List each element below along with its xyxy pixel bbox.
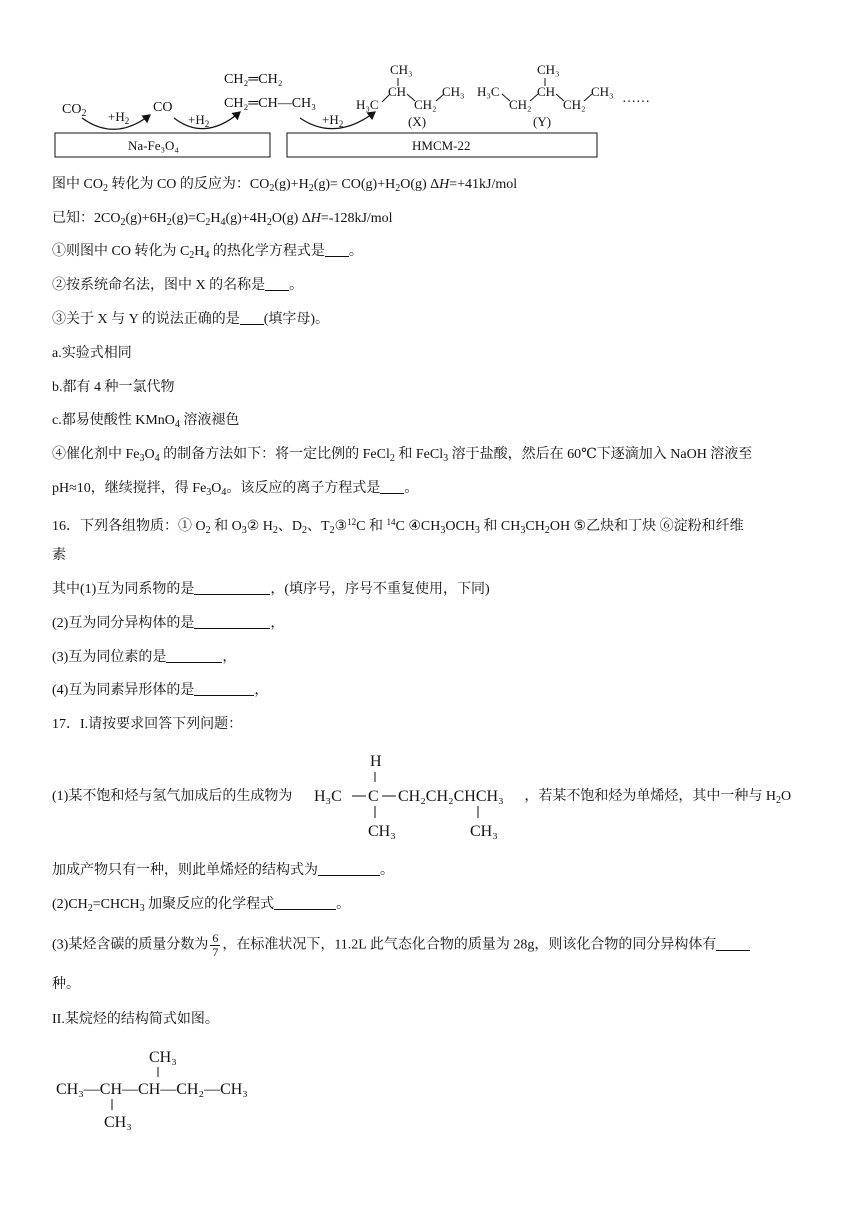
question-2: ②按系统命名法，图中 X 的名称是 。 [52, 278, 304, 293]
struct1-c: C [368, 788, 379, 805]
co-label: CO [153, 100, 173, 115]
question-4-cont: pH≈10，继续搅拌，得 $Fe_3O_4$。该反应的离子方程式是 。 [52, 481, 419, 498]
p17-q3-cont: 种。 [52, 977, 80, 992]
reaction-diagram [0, 0, 860, 170]
answer-blank[interactable] [194, 682, 254, 696]
answer-blank[interactable] [194, 581, 270, 595]
line-known-reaction: 已知：$2CO_2(g)+6H_2(g)=C_2H_4(g)+4H_2O(g)$ ΔH=-128kJ/mol [52, 211, 393, 228]
x-ch3-right: CH₃ [442, 84, 465, 99]
p17-q3: (3)某烃含碳的质量分数为 $\frac{6}{7}$ ，在标准状况下，11.2L 此气态化合物的质量为 28g，则该化合物的同分异构体有 [52, 932, 750, 959]
answer-blank[interactable] [240, 311, 264, 325]
y-ch: CH [537, 84, 556, 99]
p17-q1-cont: 加成产物只有一种，则此单烯烃的结构式为 。 [52, 863, 394, 878]
struct2-ch3-bottom: CH₃ [104, 1114, 132, 1131]
problem-16-cont: 素 [52, 548, 66, 563]
y-ch2-a: CH₂ [509, 97, 532, 112]
answer-blank[interactable] [265, 277, 289, 291]
answer-blank[interactable] [318, 862, 380, 876]
question-3: ③关于 X 与 Y 的说法正确的是 (填字母)。 [52, 312, 330, 327]
p16-q4: (4)互为同素异形体的是 ， [52, 683, 269, 698]
struct1-chain: CH₂CH₂CHCH₃ [398, 788, 504, 805]
fraction: $\frac{6}{7}$ [212, 931, 219, 959]
diagram-ellipsis: …… [622, 91, 650, 106]
problem-17-heading: 17．I.请按要求回答下列问题： [52, 717, 243, 732]
answer-blank[interactable] [325, 243, 349, 257]
x-ch: CH [388, 84, 407, 99]
product-structure [310, 748, 550, 844]
propylene-formula: CH₂═CH—CH₃ [224, 96, 317, 111]
p17-part-II: II.某烷烃的结构简式如图。 [52, 1012, 219, 1027]
option-b: b.都有 4 种一氯代物 [52, 380, 175, 395]
alkane-structure [52, 1042, 312, 1138]
x-h3c: H₃C [356, 97, 379, 112]
answer-blank[interactable] [716, 937, 750, 951]
question-4: ④催化剂中 $Fe_3O_4$ 的制备方法如下：将一定比例的 FeCl$_2$ 和 FeCl$_3$ 溶于盐酸，然后在 60℃下逐滴加入 NaOH 溶液至 [52, 447, 753, 464]
struct1-ch3-b: CH₃ [470, 823, 498, 840]
co2-label: $CO_2$ [62, 102, 87, 119]
p16-q1: 其中(1)互为同系物的是 ，(填序号，序号不重复使用，下同) [52, 582, 490, 597]
struct1-h3c: H₃C [314, 788, 342, 805]
p16-q2: (2)互为同分异构体的是 ， [52, 616, 285, 631]
p17-q1: (1)某不饱和烃与氢气加成后的生成物为 ，若某不饱和烃为单烯烃，其中一种与 $H_2O$ [52, 789, 792, 806]
struct1-h-top: H [370, 753, 382, 770]
struct2-ch3-top: CH₃ [149, 1049, 177, 1066]
y-ch3-right: CH₃ [591, 84, 614, 99]
line-co2-to-co: 图中 $CO_2$ 转化为 CO 的反应为：$CO_2(g)+H_2(g)= CO(g)+H_2O(g)$ ΔH=+41kJ/mol [52, 177, 518, 194]
problem-16: 16．下列各组物质：① $O_2$ 和 $O_3②$ $H_2$、$D_2$、$T_2③^{12}C$ 和 $^{14}$C $④CH_3OCH_3$ 和 $CH_3CH_2OH$ ⑤乙炔和丁炔 ⑥淀粉和纤维 [52, 517, 744, 536]
x-ch2: CH₂ [414, 97, 437, 112]
catalyst-label-na-fe3o4: Na-Fe₃O₄ [128, 138, 179, 153]
answer-blank[interactable] [194, 615, 270, 629]
question-1: ①则图中 CO 转化为 $C_2H_4$ 的热化学方程式是 。 [52, 244, 363, 261]
p17-q2: $(2)CH_2=CHCH_3$ 加聚反应的化学程式 。 [52, 897, 351, 914]
catalyst-label-hmcm22: HMCM-22 [412, 138, 471, 153]
y-ch2-b: CH₂ [563, 97, 586, 112]
struct1-ch3-a: CH₃ [368, 823, 396, 840]
p16-q3: (3)互为同位素的是 ， [52, 650, 237, 665]
y-ch3-top: CH₃ [537, 62, 560, 77]
y-h3c: H₃C [477, 84, 500, 99]
x-compound-label: (X) [408, 114, 427, 129]
option-c: c.都易使酸性 KMnO$_4$ 溶液褪色 [52, 413, 240, 430]
h2-label-1: $+H_2$ [108, 109, 130, 126]
option-a: a.实验式相同 [52, 346, 132, 361]
answer-blank[interactable] [166, 649, 222, 663]
answer-blank[interactable] [380, 480, 404, 494]
x-ch3-top: CH₃ [390, 62, 413, 77]
h2-label-2: $+H_2$ [188, 112, 210, 129]
h2-label-3: $+H_2$ [322, 112, 344, 129]
ethylene-formula: CH₂═CH₂ [224, 72, 283, 87]
answer-blank[interactable] [274, 896, 336, 910]
struct2-chain: CH₃—CH—CH—CH₂—CH₃ [56, 1081, 248, 1098]
y-compound-label: (Y) [533, 114, 552, 129]
